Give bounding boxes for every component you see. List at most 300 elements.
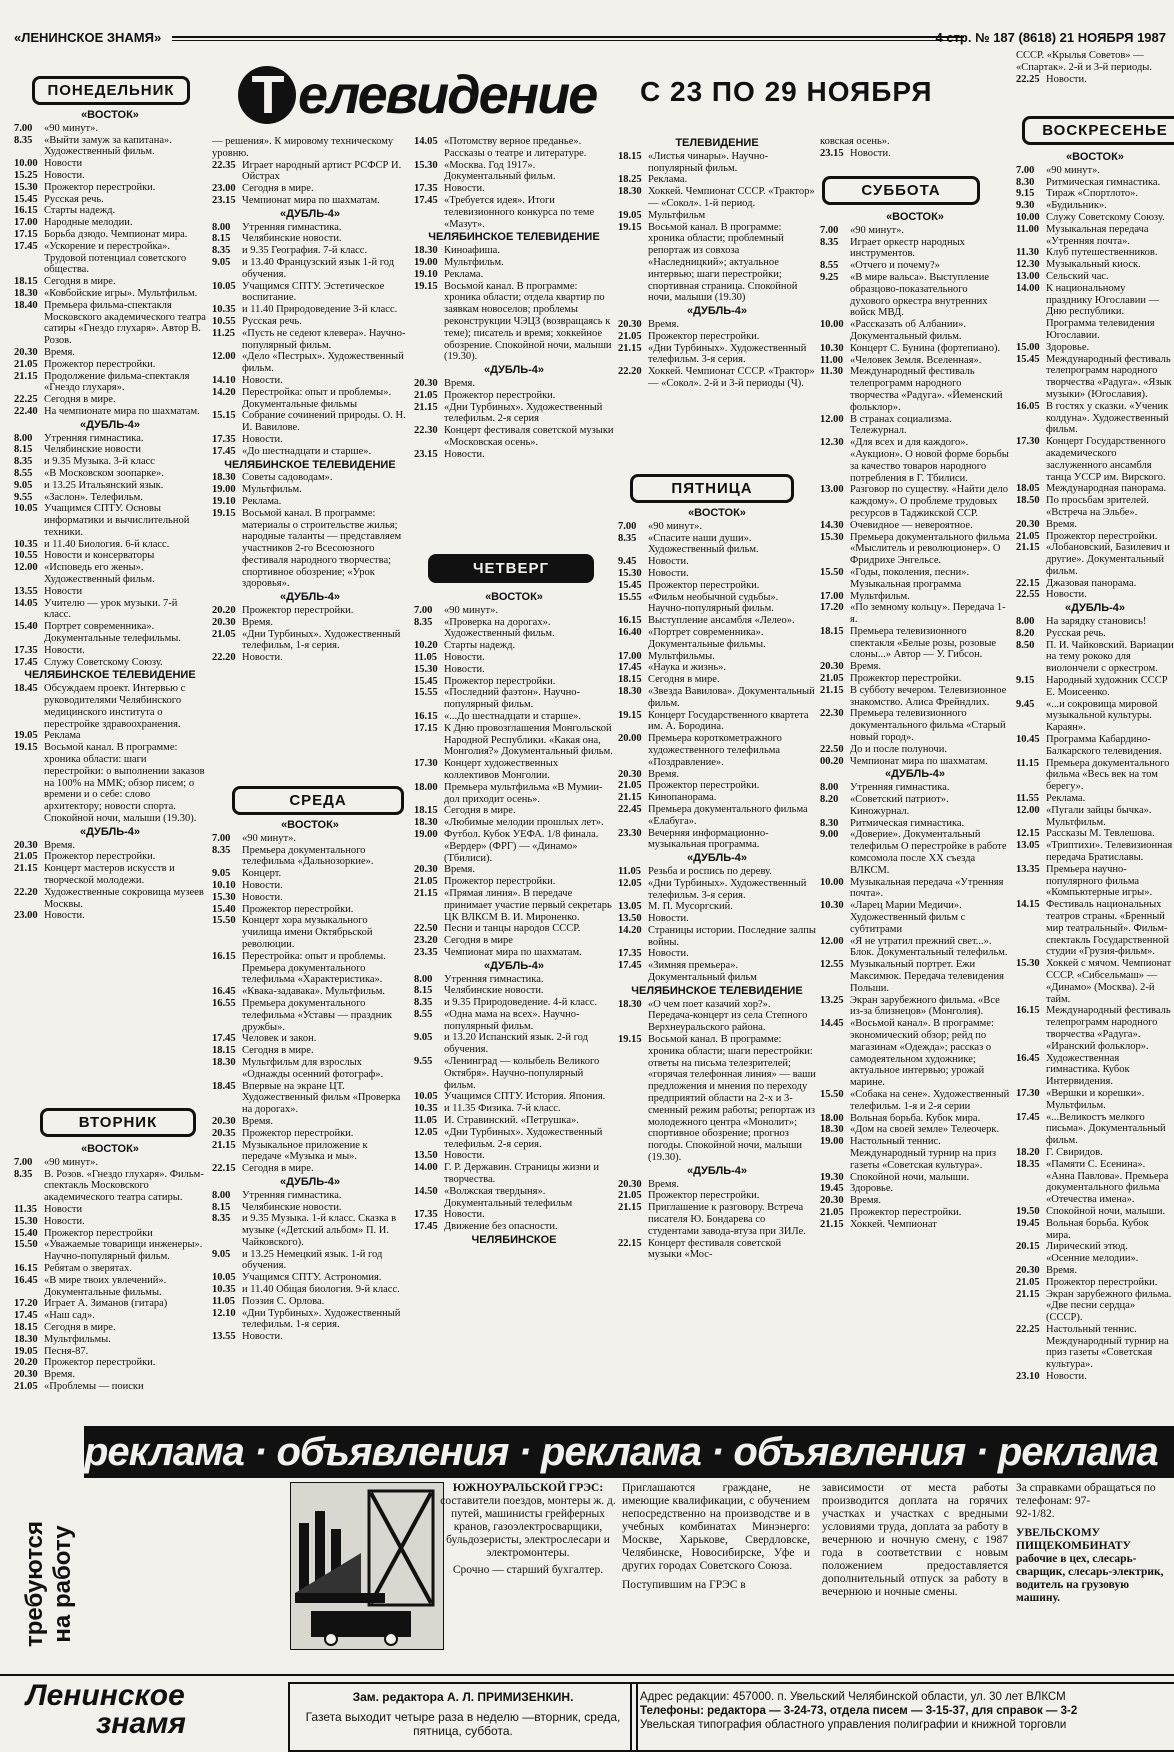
program-time: 17.45 [14,1310,38,1322]
program-entry [618,651,816,663]
program-entry [414,402,614,426]
channel-heading: «ДУБЛЬ-4» [686,1164,748,1177]
title-rest: елевидение [298,65,597,125]
channel-heading: ЧЕЛЯБИНСКОЕ ТЕЛЕВИДЕНИЕ [631,984,803,997]
program-entry [212,1057,408,1081]
program-entry [820,626,1010,661]
program-entry [820,936,1010,960]
program-title: На чемпионате мира по шахматам. [44,405,200,417]
ad-contact-number: 92-1/82. [1016,1508,1055,1520]
program-time: 16.55 [212,997,236,1009]
program-time: 8.15 [14,444,33,456]
program-time: 17.30 [1016,436,1040,448]
program-entry [618,733,816,768]
program-entry [618,999,816,1034]
program-title: Прожектор перестройки [44,1227,153,1239]
program-title: Премьера документального телефильма «Уставы — праздник дружбы». [242,997,392,1033]
logo-line-1: Ленинское [26,1679,185,1712]
program-entry [1016,1371,1174,1383]
program-entry [820,782,1010,794]
program-entry [618,580,816,592]
program-entry [820,591,1010,603]
program-time: 18.30 [414,817,438,829]
program-title: Новости и консерваторы [44,550,155,562]
program-entry [212,233,408,245]
program-title: и 13.25 Итальянский язык. [44,479,164,491]
program-entry [820,319,1010,343]
program-time: 9.25 [820,271,839,283]
program-entry [618,533,816,557]
program-time: 22.30 [820,708,844,720]
program-title: «Волжская твердыня». Документальный телефильм [444,1185,573,1209]
program-title: Программа Кабардино-Балкарского телевидения. [1046,734,1162,757]
program-entry [1016,283,1174,342]
program-time: 11.00 [820,354,844,366]
program-title: «Ларец Марии Медичи». Художественный фильм с субтитрами [850,900,966,935]
program-entry [14,598,206,622]
program-title: Вечерняя информационно-музыкальная программа. [648,827,769,851]
program-entry [212,904,408,916]
program-time: 16.15 [14,1262,38,1274]
program-entry [212,351,408,375]
program-entry [414,1221,614,1233]
program-entry [820,567,1010,591]
column-saturday [820,210,1010,1426]
program-title: «...и сокровища мировой музыкальной культуры. Караян». [1046,698,1158,734]
printing-house: Увельская типография областного управления полиграфии и книжной торговли [640,1719,1067,1731]
program-entry [212,496,408,508]
ad-contact-phones: За справками обращаться по телефонам: 97- [1016,1482,1156,1507]
program-time: 21.05 [1016,1276,1040,1288]
program-time: 10.05 [14,503,38,515]
program-title: Премьера научно-популярного фильма «Компьютерные игры». [1046,863,1153,899]
program-title: «Проблемы — поиски [44,1380,144,1392]
program-title: и 13.25 Немецкий язык. 1-й год обучения. [242,1248,383,1272]
program-time: 9.05 [14,479,33,491]
program-time: 23.30 [618,827,642,839]
program-time: 20.30 [212,1115,236,1127]
ad-invite: Приглашаются граждане, не имеющие квалификации, с обучением непосредственно на производстве и в учебных комбинатах Минэнерго: Москве, Харькове, Свердловске, Челябинске, Новосибирске, Уфе и других городах Советского Союза. [622,1482,810,1572]
program-time: 21.05 [414,876,438,888]
continued-text: ковская осень». [820,136,890,147]
program-title: Новости. [242,1331,283,1343]
program-time: 17.45 [618,662,642,674]
program-time: 11.15 [1016,757,1040,769]
channel-heading: «ВОСТОК» [1066,151,1124,163]
program-title: «По земному кольцу». Передача 1-я. [850,602,1006,626]
program-title: Премьера документального телефильма «Дальнозоркие». [242,844,374,868]
program-entry [618,960,816,984]
program-time: 8.20 [1016,627,1035,639]
program-title: Новости. [1046,1371,1087,1383]
program-title: и 9.35 Музыка. 1-й класс. Сказка в музыке («Детский альбом» П. И. Чайковского). [242,1213,397,1248]
program-title: «Лобановский, Базилевич и другие». Документальный фильм. [1046,542,1170,577]
program-time: 15.45 [618,579,642,591]
program-time: 8.35 [414,997,433,1009]
program-entry [414,888,614,923]
program-time: 14.30 [820,519,844,531]
program-title: «Дни Турбиных». Художественный телефильм. 3-я серия. [648,342,807,366]
program-title: «Требуется идея». Итоги телевизионного конкурса по теме «Мазут». [444,194,595,230]
editor-box [288,1682,638,1752]
program-entry [414,136,614,160]
program-title: Новости. [242,652,283,664]
program-time: 21.15 [820,684,844,696]
program-title: «Будильник». [1046,200,1107,212]
program-entry [414,1127,614,1151]
program-time: 15.55 [618,591,642,603]
program-entry [1016,1289,1174,1324]
program-title: Прожектор перестройки. [648,780,760,792]
program-time: 16.15 [414,710,438,722]
program-time: 17.45 [212,445,236,457]
program-title: «До шестнадцати и старше». [242,445,372,457]
program-time: 14.00 [1016,282,1040,294]
program-time: 18.30 [212,1056,236,1068]
day-monday: ПОНЕДЕЛЬНИК [32,76,190,105]
program-time: 22.25 [1016,1323,1040,1335]
program-entry [1016,1147,1174,1159]
program-title: «Для всех и для каждого». «Аукцион». О новой форме борьбы за качество товаров народного потребления в Г. Тбилиси. [850,437,1009,484]
program-time: 19.15 [618,221,642,233]
program-time: 15.30 [14,181,38,193]
program-title: Концерт С. Бунина (фортепиано). [850,342,1001,354]
program-title: Мультфильм. [242,484,302,496]
program-title: Русская речь. [44,193,104,205]
program-time: 21.05 [14,358,38,370]
program-time: 8.55 [414,1008,433,1020]
program-time: 21.05 [618,780,642,792]
program-title: Время. [1046,518,1078,530]
program-time: 22.20 [212,652,236,664]
program-entry [14,444,206,456]
channel-heading: «ВОСТОК» [81,109,139,121]
program-entry [820,484,1010,519]
program-entry [212,375,408,387]
program-entry [14,730,206,742]
program-title: Чемпионат мира по шахматам. [850,755,988,767]
program-entry [820,829,1010,876]
program-time: 12.55 [820,959,844,971]
program-time: 14.05 [414,136,438,147]
program-entry [1016,342,1174,354]
title-letter: Т [238,66,296,124]
program-time: 20.30 [212,616,236,628]
program-entry [414,1056,614,1091]
program-entry [414,1150,614,1162]
program-title: «90 минут». [44,1156,98,1168]
program-time: 8.00 [820,782,839,794]
program-entry [212,1116,408,1128]
program-title: Время. [444,864,476,876]
program-title: «Листья чинары». Научно-популярный фильм. [648,150,769,174]
program-time: 00.20 [820,755,844,767]
program-title: Киноафиша. [444,245,500,257]
program-entry [414,1009,614,1033]
program-title: Новости. [44,644,85,656]
program-entry [212,1163,408,1175]
program-title: Реклама. [444,268,484,280]
program-title: «Москва. Год 1917». Документальный фильм. [444,159,556,183]
paper-name: «ЛЕНИНСКОЕ ЗНАМЯ» [14,30,162,45]
program-title: Музыкальная передача «Утренняя почта». [850,876,1004,900]
program-title: и 13.40 Французский язык 1-й год обучения. [242,256,395,280]
program-entry [14,1334,206,1346]
program-title: Разговор по существу. «Найти дело каждому». О проблеме трудовых ресурсов в Таджикской ССР. [850,484,1008,519]
program-time: 17.35 [414,183,438,195]
program-entry [414,378,614,390]
program-entry [212,1296,408,1308]
program-time: 7.00 [14,122,33,134]
program-title: Новости. [648,913,689,925]
program-time: 19.10 [212,495,236,507]
program-entry [212,222,408,234]
program-title: «Восьмой канал». В программе: экономический обзор; рейд по магазинам «Одежда»; рассказ о самодеятельном художнике; актуальное интервью; урожай марине. [850,1018,994,1089]
program-title: Время. [850,661,882,673]
program-title: Восьмой канал. В программе: хроника области: шаги перестройки: о выполнении заказов на 100% на ММК; обзор писем; о времени и о себе: слово архитектору; новости спорта. Спокойной ночи, малыши (19.30). [44,742,205,825]
program-time: 16.05 [1016,400,1040,412]
program-entry [618,792,816,804]
program-time: 18.30 [820,1124,844,1136]
program-entry [1016,1088,1174,1112]
program-time: 8.35 [14,134,33,146]
program-entry [414,676,614,688]
program-time: 11.05 [618,865,642,877]
program-entry [820,1136,1010,1171]
program-time: 8.35 [212,245,231,257]
program-entry [618,1179,816,1191]
program-title: «Прямая линия». В передаче принимает участие первый секретарь ЦК ВЛКСМ В. И. Мироненко. [444,887,612,923]
program-time: 20.30 [1016,1264,1040,1276]
program-entry [14,288,206,300]
program-entry [1016,483,1174,495]
day-sunday: ВОСКРЕСЕНЬЕ [1022,116,1174,145]
program-entry [14,645,206,657]
program-time: 22.25 [14,394,38,406]
program-title: «Ленинград — колыбель Великого Октября». Научно-популярный фильм. [444,1056,600,1091]
program-entry [414,245,614,257]
program-time: 12.05 [618,877,642,889]
program-title: Сегодня в мире [444,935,513,947]
program-title: «Ускорение и перестройка». Трудовой потенциал советского общества. [44,240,187,276]
program-time: 19.05 [618,209,642,221]
program-time: 18.15 [820,625,844,637]
program-entry [212,1213,408,1248]
program-title: «Дом на своей земле» Телеочерк. [850,1124,1000,1136]
program-time: 8.00 [414,973,433,985]
program-entry [1016,675,1174,699]
program-time: 18.00 [820,1112,844,1124]
program-entry [1016,200,1174,212]
program-title: Мультфильм. [444,256,504,268]
program-time: 12.10 [212,1307,236,1319]
program-title: «90 минут». [648,520,702,532]
program-time: 12.00 [820,935,844,947]
editorial-address: Адрес редакции: 457000. п. Увельский Челябинской области, ул. 30 лет ВЛКСМ [640,1691,1066,1703]
program-time: 8.15 [414,985,433,997]
program-entry [14,205,206,217]
program-title: Сельский час. [1046,270,1109,282]
program-title: Страницы истории. Последние залпы войны. [648,924,816,948]
program-entry [1016,1324,1174,1371]
program-time: 22.30 [414,425,438,437]
program-title: «90 минут». [1046,164,1100,176]
program-entry [820,414,1010,438]
program-time: 17.20 [820,602,844,614]
program-title: Сегодня в мире. [44,1321,116,1333]
column-tuesday-cont [212,136,408,774]
program-title: «Исповедь его жены». Художественный фильм. [44,562,155,586]
program-title: «В Московском зоопарке». [44,467,164,479]
program-title: Восьмой канал. В программе: материалы о строительстве жилья; народные таланты — представляем участников 2-го Всесоюзного фестиваля народного творчества; спортивное обозрение; «Урок здоровья». [242,507,402,590]
program-title: Советы садоводам». [242,472,333,484]
program-time: 20.30 [820,1195,844,1207]
program-title: Реклама. [1046,793,1086,805]
program-entry [14,657,206,669]
program-title: Премьера телевизионного документального фильма «Старый новый город». [850,708,1006,744]
program-entry [820,1207,1010,1219]
program-title: Народные мелодии. [44,217,133,229]
program-entry [212,652,408,664]
editorial-phones: Телефоны: редактора — 3-24-73, отдела писем — 3-15-37, для справок — 3-2 [640,1705,1078,1717]
program-time: 12.00 [14,562,38,574]
program-entry [14,217,206,229]
program-time: 21.05 [414,389,438,401]
program-entry [414,652,614,664]
program-title: «Пугали зайцы бычка». Мультфильм. [1046,804,1152,828]
program-entry [1016,1005,1174,1052]
program-title: Человек и закон. [242,1033,317,1045]
program-time: 11.05 [414,651,438,663]
program-entry [1016,247,1174,259]
program-entry [820,343,1010,355]
program-title: Время. [444,377,476,389]
program-title: «Годы, поколения, песни». Музыкальная программа [850,566,970,590]
program-time: 21.15 [618,1202,642,1214]
program-time: 10.30 [820,900,844,912]
program-time: 11.35 [14,1203,38,1215]
program-time: 17.45 [1016,1111,1040,1123]
program-title: Г. Свиридов. [1046,1146,1103,1158]
program-title: Старты надежд. [44,205,116,217]
column-friday [618,506,816,1426]
program-time: 20.20 [212,605,236,617]
program-title: По просьбам зрителей. «Встреча на Эльбе». [1046,495,1149,518]
program-time: 16.15 [1016,1005,1040,1017]
program-entry [820,272,1010,319]
program-title: Прожектор перестройки. [44,1357,156,1369]
program-time: 14.00 [414,1162,438,1174]
program-time: 21.05 [618,1190,642,1202]
program-time: 18.30 [618,685,642,697]
ad-benefits-block [822,1482,1008,1672]
program-title: Новости. [242,433,283,445]
program-time: 10.00 [820,319,844,331]
program-time: 17.45 [618,960,642,972]
program-title: Прожектор перестройки. [1046,530,1158,542]
issue-info: 4 стр. № 187 (8618) 21 НОЯБРЯ 1987 [935,30,1166,45]
program-time: 7.00 [618,520,637,532]
program-title: Сегодня в мире. [44,394,116,406]
program-entry [14,1381,206,1393]
program-time: 10.35 [212,1284,236,1296]
program-entry [414,605,614,617]
program-time: 13.00 [1016,270,1040,282]
footer-rule [0,1674,1174,1676]
program-entry [1016,1053,1174,1088]
program-entry [414,817,614,829]
program-entry [1016,589,1174,601]
program-title: Реклама. [648,174,688,186]
program-time: 8.00 [212,221,231,233]
program-title: Экран зарубежного фильма. «Все из-за близнецов» (Монголия). [850,994,1000,1018]
channel-heading: ТЕЛЕВИДЕНИЕ [675,137,759,149]
program-entry [14,586,206,598]
program-title: Премьера мультфильма «В Мумии-дол приходит осень». [444,781,603,805]
program-time: 17.35 [14,644,38,656]
program-entry [1016,74,1174,86]
program-entry [14,851,206,863]
program-time: 10.05 [212,1272,236,1284]
program-time: 23.00 [212,183,236,195]
program-time: 20.30 [618,1178,642,1190]
program-time: 8.35 [14,456,33,468]
program-time: 22.35 [212,159,236,171]
program-title: Премьера документального фильма «Мыслитель и революционер». О Фридрихе Энгельсе. [850,531,1010,567]
program-entry [1016,628,1174,640]
program-title: Прожектор перестройки. [444,876,556,888]
program-entry [14,863,206,887]
program-entry [1016,1241,1174,1265]
ad-org: ЮЖНОУРАЛЬСКОЙ ГРЭС: [452,1482,604,1494]
program-entry [212,617,408,629]
program-time: 20.30 [820,661,844,673]
program-title: «Заслон». Телефильм. [44,491,143,503]
program-entry [1016,758,1174,793]
program-time: 19.05 [14,1345,38,1357]
program-time: 20.20 [14,1357,38,1369]
program-title: Сегодня в мире. [444,805,516,817]
program-entry [618,662,816,674]
program-entry [414,974,614,986]
program-title: Прожектор перестройки. [44,851,156,863]
program-time: 14.20 [618,924,642,936]
program-title: «Одна мама на всех». Научно-популярный фильм. [444,1008,580,1032]
program-time: 15.30 [414,159,438,171]
program-time: 15.30 [820,531,844,543]
program-time: 15.50 [820,1088,844,1100]
program-time: 7.00 [1016,164,1035,176]
program-time: 9.15 [1016,675,1035,687]
column-thursday [414,590,614,1426]
program-entry [14,887,206,911]
program-entry [14,480,206,492]
program-title: Новости. [648,567,689,579]
program-entry [14,182,206,194]
program-time: 19.15 [618,1034,642,1046]
program-title: «Отчего и почему?» [850,260,940,272]
program-title: Служу Советскому Союзу. [1046,211,1165,223]
program-entry [14,550,206,562]
program-time: 18.15 [618,674,642,686]
program-title: Обсуждаем проект. Интервью с руководителями Челябинского медицинского института о перестройке здравоохранения. [44,683,186,730]
program-time: 13.05 [618,901,642,913]
program-title: Новости. [44,1215,85,1227]
program-entry [212,1128,408,1140]
program-entry [618,319,816,331]
program-title: Приглашение к разговору. Встреча писателя Ю. Бондарева со студентами завода-втуза при ЗИЛе. [648,1202,806,1237]
program-entry [618,615,816,627]
